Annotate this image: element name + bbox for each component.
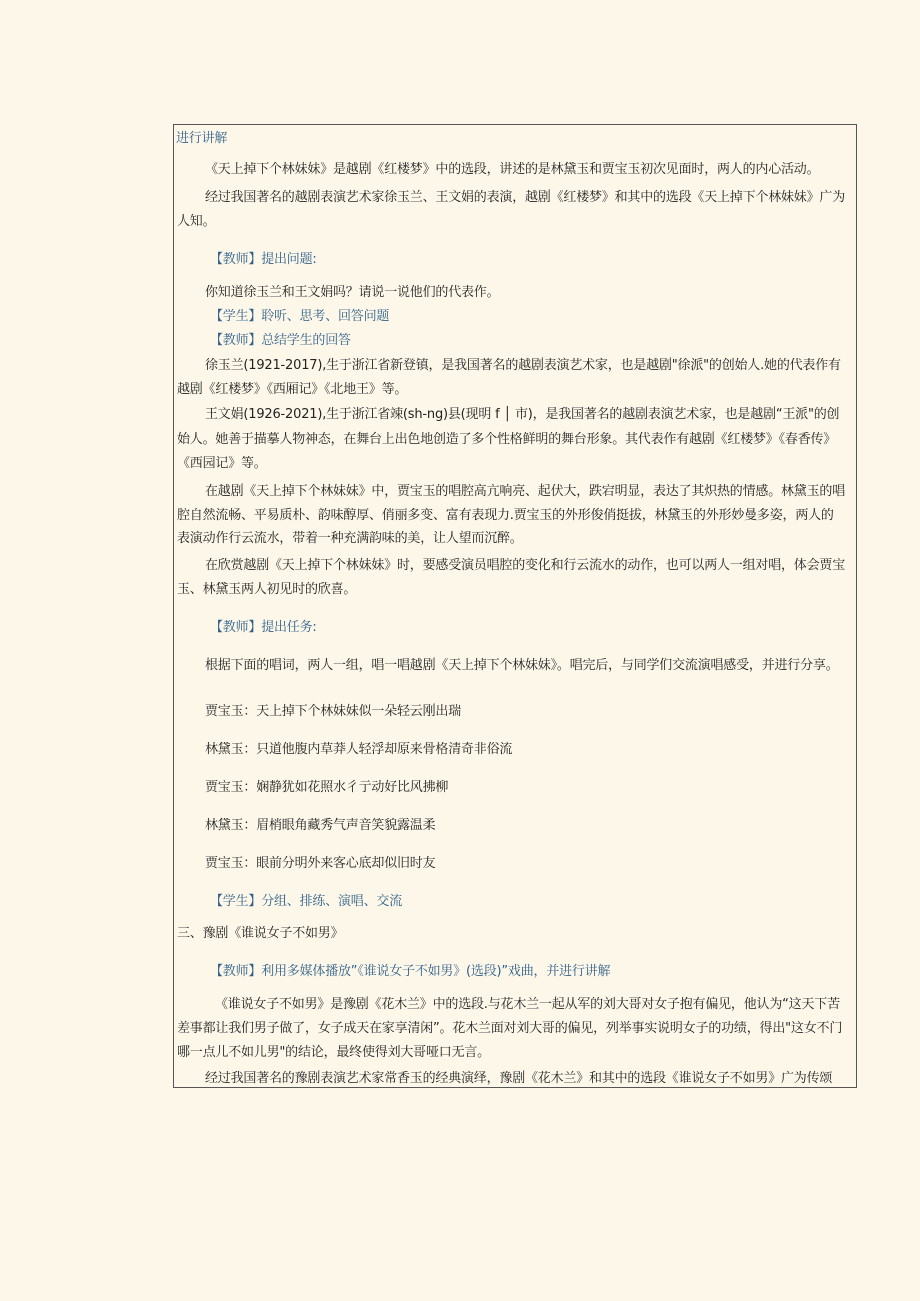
teacher-heading: 【教师】提出任务: <box>210 620 317 635</box>
content-table-cell <box>173 124 857 1088</box>
lyric-line: 贾宝玉：娴静犹如花照水彳亍动好比风拂柳 <box>205 780 449 795</box>
paragraph-line: 《西园记》等。 <box>177 456 267 471</box>
section-heading: 三、豫剧《谁说女子不如男》 <box>177 926 344 941</box>
paragraph-line: 越剧《红楼梦》《西厢记》《北地王》等。 <box>177 382 408 397</box>
paragraph-line: 哪一点儿不如儿男"的结论，最终使得刘大哥哑口无言。 <box>177 1045 490 1060</box>
teacher-heading: 【教师】总结学生的回答 <box>210 333 351 348</box>
paragraph-line: 《谁说女子不如男》是豫剧《花木兰》中的选段.与花木兰一起从军的刘大哥对女子抱有偏见，他认为“这天下苦 <box>215 997 840 1012</box>
paragraph-line: 玉、林黛玉两人初见时的欣喜。 <box>177 582 357 597</box>
paragraph-line: 徐玉兰(1921-2017),生于浙江省新登镇，是我国著名的越剧表演艺术家，也是越剧"徐派"的创始人.她的代表作有 <box>205 358 841 373</box>
lyric-line: 贾宝玉：天上掉下个林妹妹似一朵轻云刚出瑞 <box>205 704 462 719</box>
lyric-line: 贾宝玉：眼前分明外来客心底却似旧时友 <box>205 856 436 871</box>
paragraph-line: 差事都让我们男子做了，女子成天在家享清闲”。花木兰面对刘大哥的偏见，列举事实说明女子的功绩，得出"这女不门 <box>177 1021 843 1036</box>
paragraph-line: 你知道徐玉兰和王文娟吗？请说一说他们的代表作。 <box>205 285 500 300</box>
teacher-heading: 【教师】利用多媒体播放”《谁说女子不如男》(选段)”戏曲，并进行讲解 <box>210 964 611 979</box>
paragraph-line: 经过我国著名的越剧表演艺术家徐玉兰、王文娟的表演，越剧《红楼梦》和其中的选段《天上掉下个林妹妹》广为 <box>205 190 846 205</box>
paragraph-line: 经过我国著名的豫剧表演艺术家常香玉的经典演绎，豫剧《花木兰》和其中的选段《谁说女子不如男》广为传颂 <box>205 1071 833 1086</box>
paragraph-line: 人知。 <box>177 214 216 229</box>
paragraph-line: 始人。她善于描摹人物神态，在舞台上出色地创造了多个性格鲜明的舞台形象。其代表作有越剧《红楼梦》《春香传》 <box>177 432 837 447</box>
section-continuation: 进行讲解 <box>176 131 228 146</box>
paragraph-line: 《天上掉下个林妹妹》是越剧《红楼梦》中的选段，讲述的是林黛玉和贾宝玉初次见面时，两人的内心活动。 <box>205 162 820 177</box>
paragraph-line: 在欣赏越剧《天上掉下个林妹妹》时，要感受演员唱腔的变化和行云流水的动作，也可以两人一组对唱，体会贾宝 <box>205 558 846 573</box>
lyric-line: 林黛玉：只道他腹内草莽人轻浮却原来骨格清奇非俗流 <box>205 742 513 757</box>
lyric-line: 林黛玉：眉梢眼角藏秀气声音笑貌露温柔 <box>205 818 436 833</box>
paragraph-line: 表演动作行云流水，带着一种充满韵味的美，让人望而沉醉。 <box>177 531 523 546</box>
paragraph-line: 腔自然流畅、平易质朴、韵味醇厚、俏丽多变、富有表现力.贾宝玉的外形俊俏挺拔，林黛玉的外形妙曼多姿，两人的 <box>177 508 834 523</box>
paragraph-line: 根据下面的唱词，两人一组，唱一唱越剧《天上掉下个林妹妹》。唱完后，与同学们交流演唱感受，并进行分享。 <box>205 658 839 673</box>
paragraph-line: 王文娟(1926-2021),生于浙江省竦(sh-ng)县(现明 f │ 市)，是我国著名的越剧表演艺术家，也是越剧“王派"的创 <box>205 407 840 422</box>
paragraph-line: 在越剧《天上掉下个林妹妹》中，贾宝玉的唱腔高亢响亮、起伏大，跌宕明显，表达了其炽热的情感。林黛玉的唱 <box>205 484 846 499</box>
student-heading: 【学生】分组、排练、演唱、交流 <box>210 894 403 909</box>
teacher-heading: 【教师】提出问题: <box>210 252 317 267</box>
student-heading: 【学生】聆听、思考、回答问题 <box>210 309 390 324</box>
